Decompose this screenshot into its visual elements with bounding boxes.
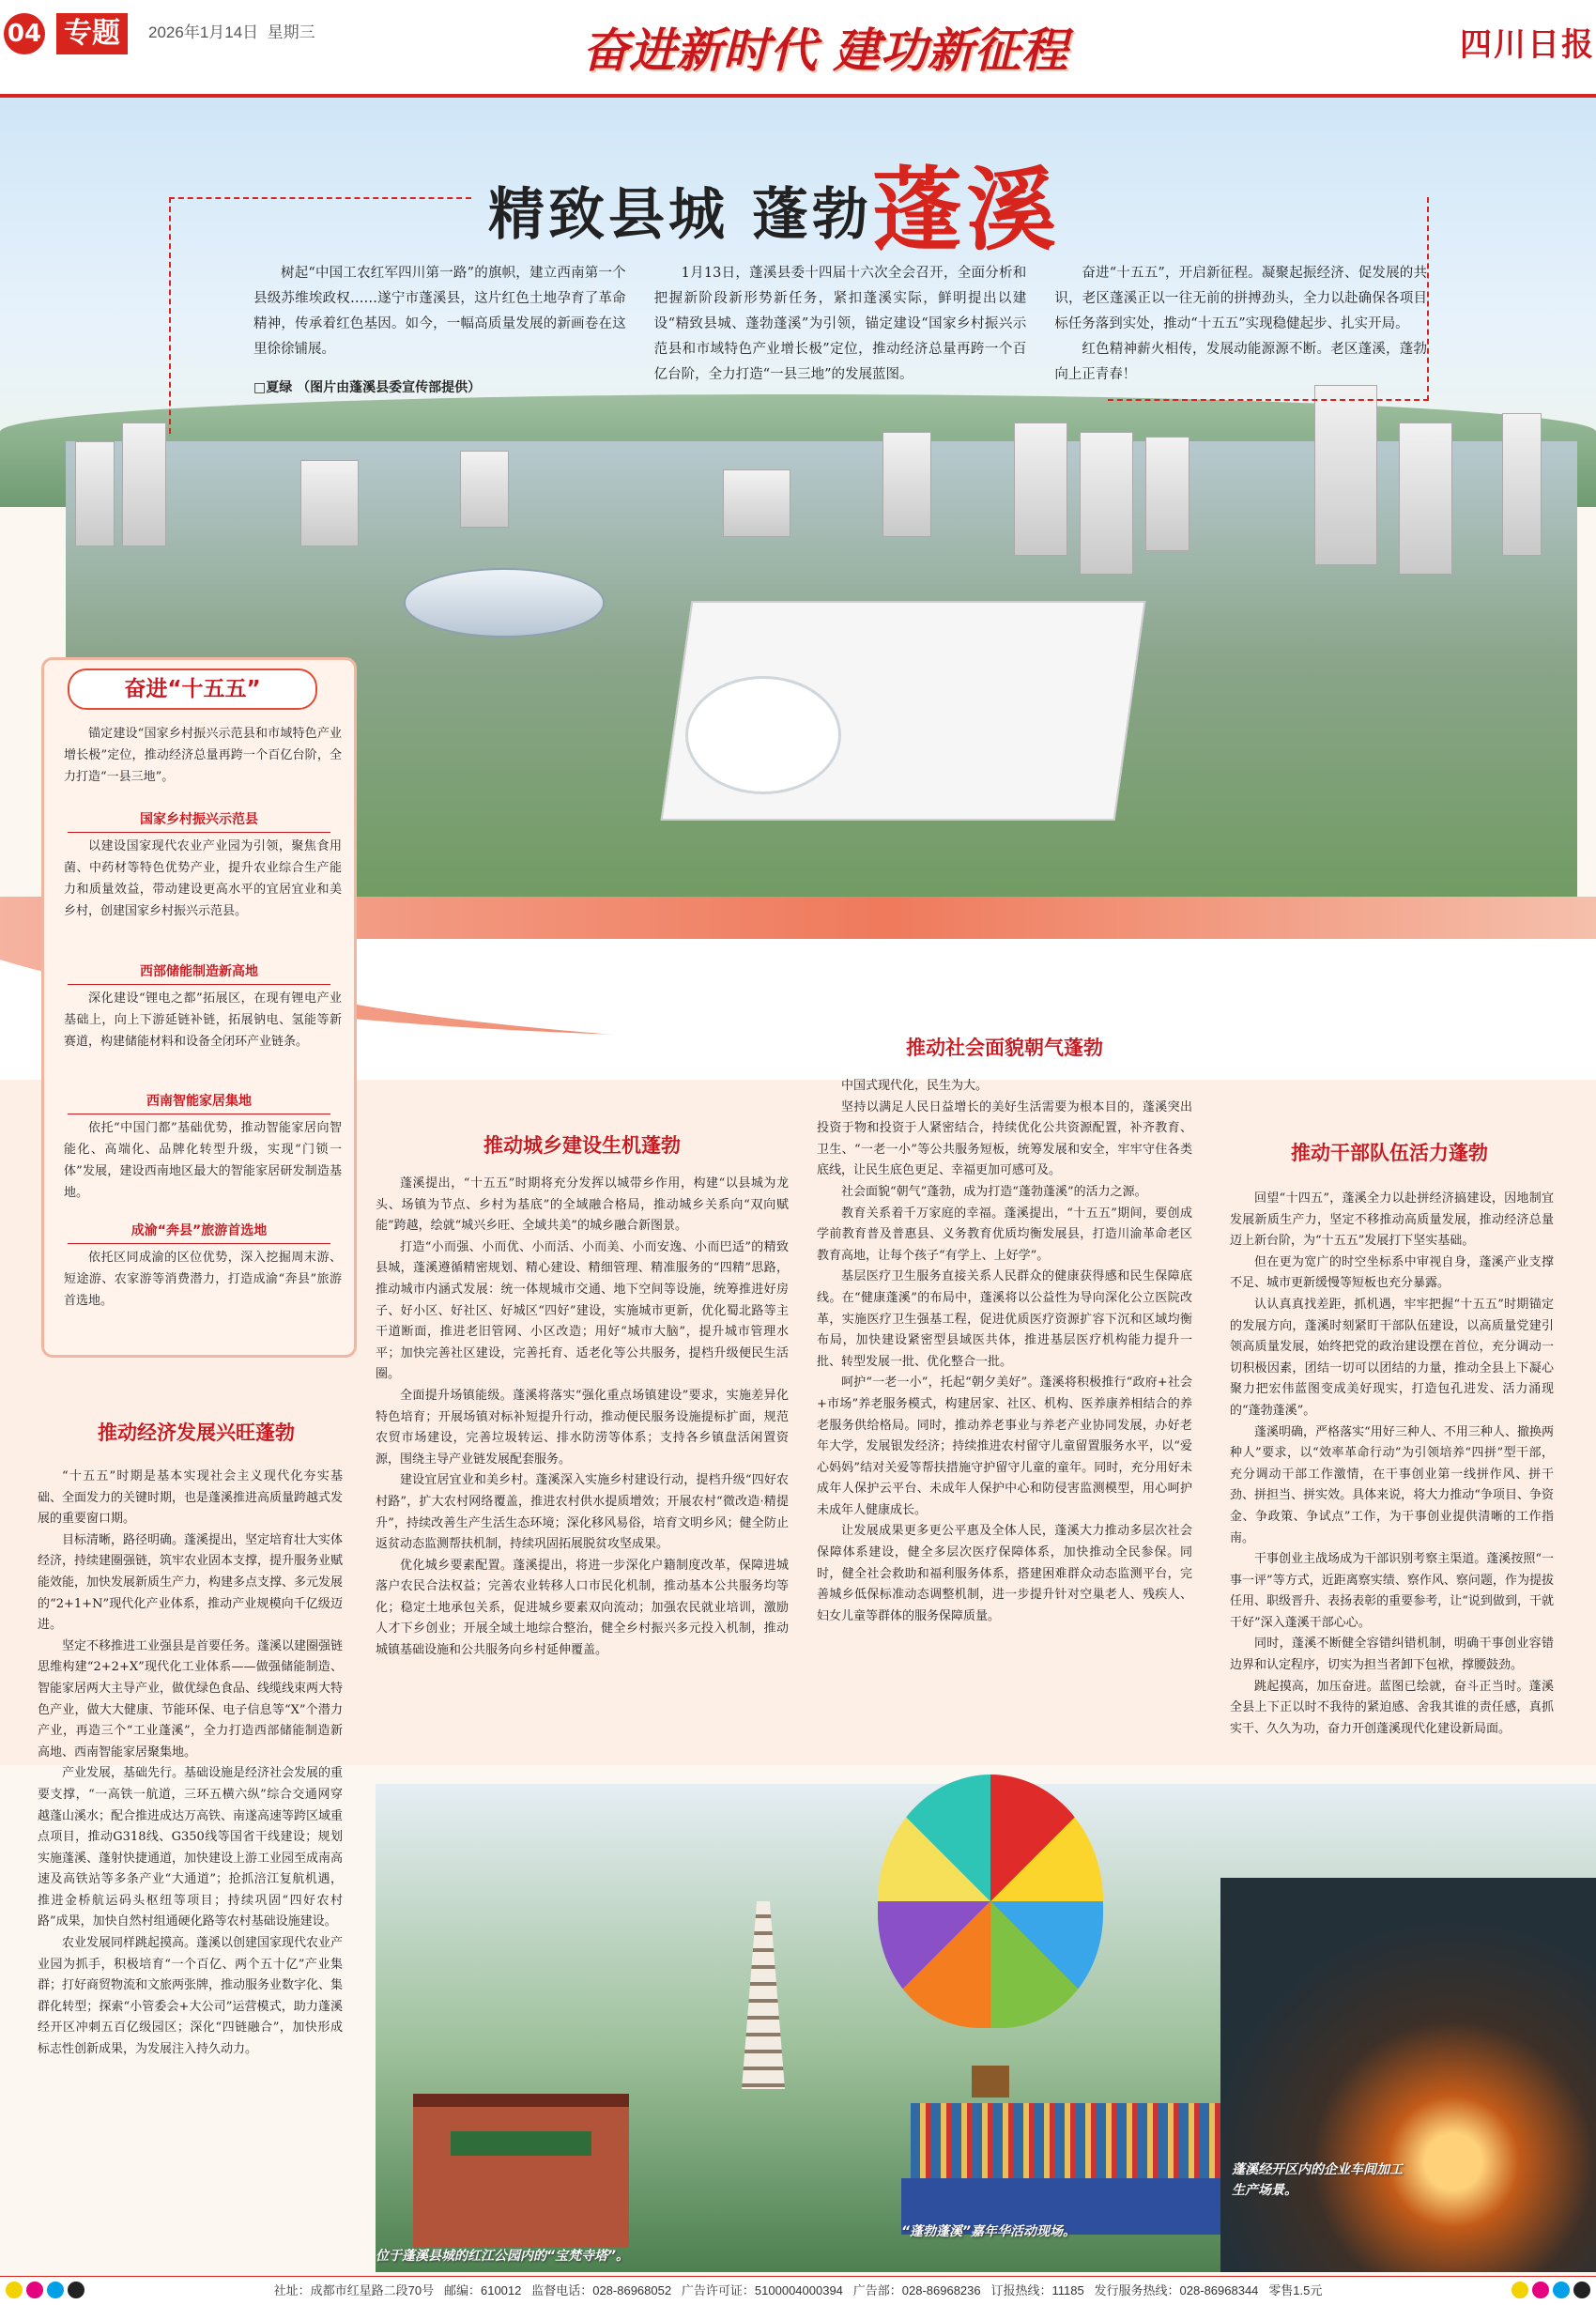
sidebar-lead: 锚定建设“国家乡村振兴示范县和市域特色产业增长极”定位，推动经济总量再跨一个百亿台阶，全力打造“一县三地”。 [64, 727, 342, 784]
intro-paragraph: 树起“中国工农红军四川第一路”的旗帜，建立西南第一个县级苏维埃政权……遂宁市蓬溪县，这片红色土地孕育了革命精神，传承着红色基因。如今，一幅高质量发展的新画卷在这里徐徐铺展。 [253, 266, 626, 357]
byline: □夏绿 （图片由蓬溪县委宣传部提供） [253, 380, 482, 395]
building [1502, 413, 1542, 556]
footer-price: 零售1.5元 [1268, 2283, 1323, 2297]
balloon-basket [972, 2066, 1009, 2098]
register-dot-cyan [47, 2282, 64, 2298]
register-dot-black [68, 2282, 84, 2298]
building [460, 451, 509, 528]
intro-paragraph: 奋进“十五五”，开启新征程。凝聚起振经济、促发展的共识，老区蓬溪正以一往无前的拼搏劲头，全力以赴确保各项目标任务落到实处，推动“十五五”实现稳健起步、扎实开局。 [1054, 266, 1427, 331]
social-title: 推动社会面貌朝气蓬勃 [906, 1037, 1103, 1059]
economy-paragraph: 坚定不移推进工业强县是首要任务。蓬溪以建圈强链思维构建“2+2+X”现代化工业体系——做强储能制造、智能家居两大主导产业，做优绿色食品、线缆线束两大特色产业，做大大健康、节能环保、电子信息等“X”个潜力产业，再造三个“工业蓬溪”，全力打造西部储能制造新高地、西南智能家居聚集地。 [38, 1638, 344, 1759]
page-number: 04 [4, 13, 45, 54]
building [723, 469, 790, 537]
urban-paragraph: 蓬溪提出，“十五五”时期将充分发挥以城带乡作用，构建“以县城为龙头、场镇为节点、乡村为基底”的全域融合格局，推动城乡关系向“双向赋能”跨越，绘就“城兴乡旺、全域共美”的城乡融合新图景。 [376, 1176, 789, 1234]
issue-date [148, 19, 315, 42]
footer-distribution: 发行服务热线：028-86968344 [1094, 2283, 1259, 2297]
rotunda [685, 676, 841, 794]
register-dot-magenta [1532, 2282, 1549, 2298]
economy-paragraph: 农业发展同样跳起摸高。蓬溪以创建国家现代农业产业园为抓手，积极培育“一个百亿、两个五十亿”产业集群；打好商贸物流和文旅两张牌，推动服务业数字化、集群化转型；探索“小管委会+大公司”运营模式，助力蓬溪经开区冲刺五百亿级园区；深化“四链融合”，加快形成标志性创新成果，为发展注入持久动力。 [38, 1936, 344, 2057]
slogan-banner: 奋进新时代 建功新征程 [582, 23, 1068, 78]
date-text: 2026年1月14日 [148, 23, 259, 41]
building [882, 432, 931, 537]
park-gate [413, 2094, 629, 2248]
cadre-paragraph: 同时，蓬溪不断健全容错纠错机制，明确干事创业容错边界和认定程序，切实为担当者卸下包袱，撑腰鼓劲。 [1230, 1637, 1554, 1673]
caption-left: 位于蓬溪县城的红江公园内的“宝梵寺塔”。 [376, 2249, 630, 2264]
page-title [488, 139, 1060, 268]
subtitle-text: 西南智能家居集地 [143, 1094, 255, 1109]
stadium-roof [404, 568, 605, 638]
sidebar-text: 深化建设“锂电之都”拓展区，在现有锂电产业基础上，向上下游延链补链，拓展钠电、氢能等新赛道，构建储能材料和设备全闭环产业链条。 [64, 991, 342, 1049]
urban-paragraph: 全面提升场镇能级。蓬溪将落实“强化重点场镇建设”要求，实施差异化特色培育；开展场镇对标补短提升行动，推动便民服务设施提标扩面，规范农贸市场建设，完善垃圾转运、排水防涝等体系；支持各乡镇盘活闲置资源，围绕主导产业链发展配套服务。 [376, 1388, 789, 1467]
building [1080, 432, 1133, 575]
social-paragraph: 社会面貌“朝气”蓬勃，成为打造“蓬勃蓬溪”的活力之源。 [841, 1184, 1147, 1199]
caption-right: 蓬溪经开区内的企业车间加工生产场景。 [1232, 2162, 1403, 2198]
subtitle-text: 国家乡村振兴示范县 [136, 812, 262, 827]
social-paragraph: 教育关系着千万家庭的幸福。蓬溪提出，“十五五”期间，要创成学前教育普及普惠县、义务教育优质均衡发展县，打造川渝革命老区教育高地，让每个孩子“有学上、上好学”。 [817, 1206, 1192, 1263]
section-label: 专题 [56, 13, 128, 54]
sidebar-subtitle [68, 961, 330, 985]
cadre-paragraph: 但在更为宽广的时空坐标系中审视自身，蓬溪产业支撑不足、城市更新缓慢等短板也充分暴露。 [1230, 1254, 1554, 1291]
intro-text [253, 261, 1427, 388]
intro-paragraph: 1月13日，蓬溪县委十四届十六次全会召开，全面分析和把握新阶段新形势新任务，紧扣蓬溪实际，鲜明提出以建设“精致县城、蓬勃蓬溪”为引领，锚定建设“国家乡村振兴示范县和市域特色产业增长极”定位，推动经济总量再跨一个百亿台阶，全力打造“一县三地”的发展蓝图。 [653, 266, 1027, 382]
footer-ad-dept: 广告部：028-86968236 [852, 2283, 981, 2297]
subtitle-text: 成渝“奔县”旅游首选地 [128, 1223, 270, 1238]
cadre-paragraph: 回望“十四五”，蓬溪全力以赴拼经济搞建设，因地制宜发展新质生产力，坚定不移推动高质量发展，推动经济总量迈上新台阶，为“十五五”发展打下坚实基础。 [1230, 1191, 1554, 1249]
register-dot-magenta [26, 2282, 43, 2298]
cadre-paragraph: 干事创业主战场成为干部识别考察主渠道。蓬溪按照“一事一评”等方式，近距离察实绩、察作风、察问题，作为提拔任用、职级晋升、表扬表彰的重要参考，让“说到做到，干就干好”深入蓬溪干部心心。 [1230, 1552, 1554, 1630]
building [1014, 423, 1067, 556]
hot-air-balloon [878, 1775, 1103, 2028]
footer-postcode: 邮编：610012 [443, 2283, 522, 2297]
footer-address: 社址：成都市红星路二段70号 [273, 2283, 435, 2297]
building [1145, 437, 1189, 551]
urban-paragraph: 优化城乡要素配置。蓬溪提出，将进一步深化户籍制度改革，保障进城落户农民合法权益；完善农业转移人口市民化机制，推动基本公共服务均等化；稳定土地承包关系，促进城乡要素双向流动；加强农民就业培训，激励人才下乡创业；开展全域土地综合整治，健全乡村振兴多元投入机制，推动城镇基础设施和公共服务向乡村延伸覆盖。 [376, 1558, 789, 1658]
crowd [911, 2103, 1220, 2178]
sidebar-subtitle [68, 1091, 330, 1114]
building [1314, 385, 1377, 565]
register-dot-yellow [6, 2282, 23, 2298]
urban-paragraph: 建设宜居宜业和美乡村。蓬溪深入实施乡村建设行动，提档升级“四好农村路”，扩大农村网络覆盖，推进农村供水提质增效；开展农村“微改造·精提升”，持续改善生产生活生态环境；深化移风易俗，培育文明乡风；健全防止返贫动态监测帮扶机制，持续巩固拓展脱贫攻坚成果。 [376, 1473, 789, 1552]
economy-text [38, 1467, 343, 2061]
cadre-title: 推动干部队伍活力蓬勃 [1291, 1142, 1488, 1164]
urban-title: 推动城乡建设生机蓬勃 [483, 1134, 681, 1157]
footer-ad-license: 广告许可证：5100004000394 [681, 2283, 843, 2297]
title-plain: 精致县城 蓬勃 [488, 182, 872, 248]
social-text [817, 1076, 1192, 1627]
cadre-text [1230, 1189, 1554, 1740]
economy-paragraph: “十五五”时期是基本实现社会主义现代化夯实基础、全面发力的关键时期，也是蓬溪推进高质量跨越式发展的重要窗口期。 [38, 1469, 344, 1527]
cadre-paragraph: 认认真真找差距，抓机遇，牢牢把握“十五五”时期锚定的发展方向，蓬溪时刻紧盯干部队伍建设，以高质量党建引领高质量发展，始终把党的政治建设摆在首位，充分调动一切积极因素，团结一切可以团结的力量，推动全县上下凝心聚力把宏伟蓝图变成美好现实，打造包孔进发、活力涌现的“蓬勃蓬溪”。 [1230, 1297, 1554, 1418]
sidebar-text: 依托区同成渝的区位优势，深入挖掘周末游、短途游、农家游等消费潜力，打造成渝“奔县”旅游首选地。 [64, 1251, 342, 1308]
social-paragraph: 基层医疗卫生服务直接关系人民群众的健康获得感和民生保障底线。在“健康蓬溪”的布局中，蓬溪将以公益性为导向深化公立医院改革，实施医疗卫生强基工程，促进优质医疗资源扩容下沉和区域均衡布局，加快建设紧密型县域医共体，推进基层医疗机构能力提升一批、转型发展一批、优化整合一批。 [817, 1269, 1192, 1369]
social-paragraph: 坚持以满足人民日益增长的美好生活需要为根本目的，蓬溪突出投资于物和投资于人紧密结合，持续优化公共资源配置，补齐教育、卫生、“一老一小”等公共服务短板，统筹发展和安全，牢牢守住各类底线，让民生底色更足、幸福更加可感可及。 [817, 1099, 1192, 1178]
factory-photo [1220, 1878, 1596, 2272]
sidebar-text: 依托“中国门都”基础优势，推动智能家居向智能化、高端化、品牌化转型升级，实现“门锁一体”发展，建设西南地区最大的智能家居研发制造基地。 [64, 1121, 342, 1200]
social-paragraph: 呵护“一老一小”，托起“朝夕美好”。蓬溪将积极推行“政府+社会+市场”养老服务模式，构建居家、社区、机构、医养康养相结合的养老服务供给格局。同时，推动养老事业与养老产业协同发展，办好老年大学，发展银发经济；持续推进农村留守儿童留置服务水平，以“爱心妈妈”结对关爱等帮扶措施守护留守儿童的童年。同时，充分用好未成年人保护云平台、未成年人保护中心和防侵害监测模型，用心呵护未成年人健康成长。 [817, 1375, 1192, 1517]
sidebar-text: 以建设国家现代农业产业园为引领，聚焦食用菌、中药材等特色优势产业，提升农业综合生产能力和质量效益，带动建设更高水平的宜居宜业和美乡村，创建国家乡村振兴示范县。 [64, 839, 342, 918]
register-dot-yellow [1512, 2282, 1528, 2298]
cadre-paragraph: 蓬溪明确，严格落实“用好三种人、不用三种人、撤换两种人”要求，以“效率革命行动”为引领培养“四拼”型干部，充分调动干部工作激情，在干事创业第一线拼作风、拼干劲、拼担当、拼实效。具体来说，将大力推动“争项目、争资金、争政策、争试点”工作，为干事创业提供清晰的工作指南。 [1230, 1424, 1554, 1545]
register-dot-cyan [1553, 2282, 1570, 2298]
register-dot-black [1573, 2282, 1590, 2298]
sidebar-subtitle [68, 809, 330, 833]
building [75, 441, 115, 546]
sidebar-subtitle [68, 1221, 330, 1244]
gate-sign [451, 2131, 591, 2156]
social-paragraph: 让发展成果更多更公平惠及全体人民，蓬溪大力推动多层次社会保障体系建设，健全多层次医疗保障体系，加快推动全民参保。同时，健全社会救助和福利服务体系，搭建困难群众动态监测平台，完善城乡低保标准动态调整机制，进一步提升针对空巢老人、残疾人、妇女儿童等群体的服务保障质量。 [817, 1524, 1192, 1623]
economy-paragraph: 目标清晰，路径明确。蓬溪提出，坚定培育壮大实体经济，持续建圈强链，筑牢农业固本支撑，提升服务业赋能效能，加快发展新质生产力，构建多点支撑、多元发展的“2+1+N”现代化产业体系，推动产业规模向千亿级迈进。 [38, 1532, 344, 1633]
economy-paragraph: 产业发展，基础先行。基础设施是经济社会发展的重要支撑，“一高铁一航道，三环五横六纵”综合交通网穿越蓬山溪水；配合推进成达万高铁、南遂高速等跨区域重点项目，推动G318线、G350线等国省干线建设；规划实施蓬溪、蓬射快捷通道，加快建设上游工业园至成南高速及高铁站等多条产业“大通道”；抢抓涪江复航机遇，推进金桥航运码头枢纽等项目；持续巩固“四好农村路”成果，加快自然村组通硬化路等农村基础设施建设。 [38, 1766, 344, 1929]
social-paragraph: 中国式现代化，民生为大。 [841, 1079, 989, 1093]
caption-middle: “蓬勃蓬溪”嘉年华活动现场。 [901, 2224, 1077, 2239]
footer-subscription: 订报热线：11185 [990, 2283, 1084, 2297]
weekday-text: 星期三 [267, 23, 315, 41]
title-accent: 蓬溪 [871, 157, 1060, 263]
building [122, 423, 166, 546]
urban-text [376, 1174, 789, 1662]
economy-title: 推动经济发展兴旺蓬勃 [98, 1421, 295, 1444]
footer [0, 2276, 1596, 2305]
intro-paragraph: 红色精神薪火相传，发展动能源源不断。老区蓬溪，蓬勃向上正青春！ [1054, 342, 1427, 382]
urban-paragraph: 打造“小而强、小而优、小而活、小而美、小而安逸、小而巴适”的精致县城，蓬溪遵循精密规划、精心建设、精细管理、精准服务的“四精”思路，推动城市内涵式发展：统一体规城市交通、地下空间等设施，统筹推进好房子、好小区、好社区、好城区“四好”建设，实施城市更新，优化蜀北路等主干道断面，推进老旧管网、小区改造；用好“城市大脑”，提升城市管理水平；加快完善社区建设，完善托育、适老化等公共服务，提档升级便民生活圈。 [376, 1239, 789, 1382]
newspaper-brand: 四川日报 [1460, 26, 1595, 64]
cadre-paragraph: 跳起摸高，加压奋进。蓝图已绘就，奋斗正当时。蓬溪全县上下正以时不我待的紧迫感、舍我其谁的责任感，真抓实干、久久为功，奋力开创蓬溪现代化建设新局面。 [1230, 1679, 1554, 1736]
subtitle-text: 西部储能制造新高地 [136, 964, 262, 979]
building [1399, 423, 1452, 575]
sidebar-heading: 奋进“十五五” [68, 668, 317, 710]
building [300, 460, 359, 546]
footer-supervision: 监督电话：028-86968052 [531, 2283, 672, 2297]
